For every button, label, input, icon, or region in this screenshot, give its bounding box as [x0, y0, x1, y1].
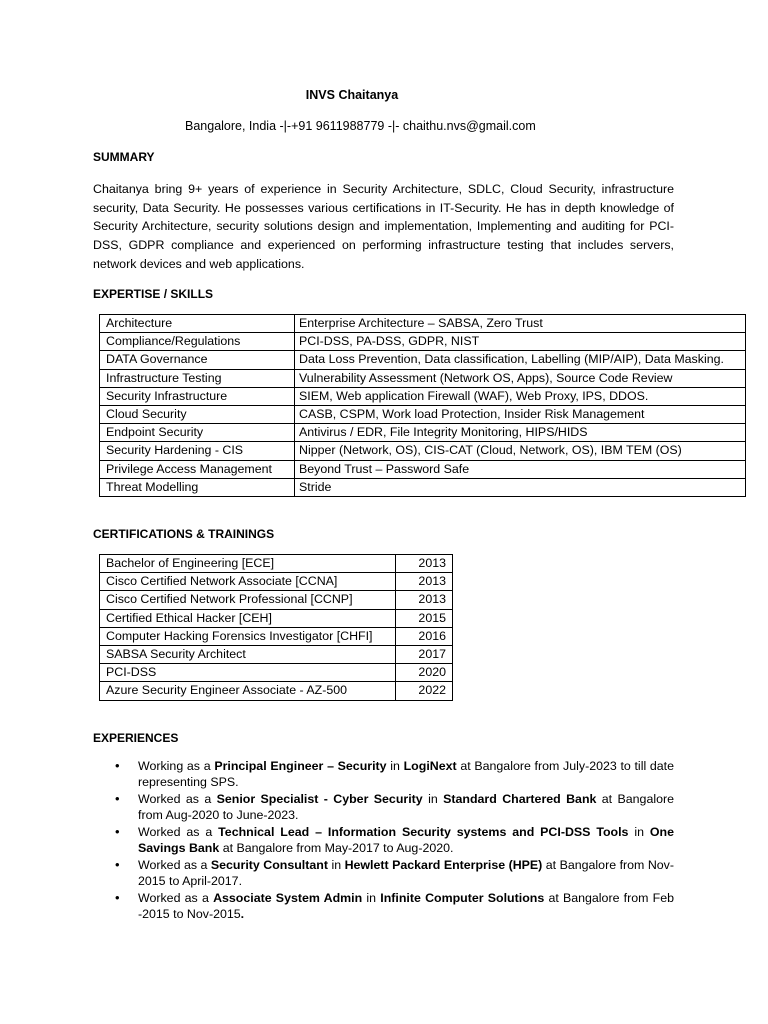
experience-item: [93, 791, 674, 824]
certification-row: [100, 645, 453, 663]
skills-row: [100, 333, 746, 351]
candidate-name: INVS Chaitanya: [305, 88, 399, 102]
experience-item: [93, 857, 674, 890]
certification-row: [100, 555, 453, 573]
skill-area: Endpoint Security: [100, 424, 295, 442]
skill-area: Cloud Security: [100, 405, 295, 423]
certification-row: [100, 573, 453, 591]
experience-item: [93, 758, 674, 791]
certification-year: 2020: [396, 664, 453, 682]
experience-role: Senior Specialist - Cyber Security: [216, 791, 423, 806]
experience-company: Hewlett Packard Enterprise (HPE): [344, 857, 543, 872]
skill-area: Compliance/Regulations: [100, 333, 295, 351]
certification-row: [100, 627, 453, 645]
certification-year: 2017: [396, 645, 453, 663]
experience-text: at Bangalore from Feb -2015 to Nov-2015: [138, 890, 675, 922]
skill-detail: CASB, CSPM, Work load Protection, Insider Risk Management: [295, 405, 746, 423]
certifications-heading: CERTIFICATIONS & TRAININGS: [93, 527, 275, 541]
skill-detail: Stride: [295, 478, 746, 496]
experience-text: in: [362, 890, 381, 905]
skill-detail: Data Loss Prevention, Data classification, Labelling (MIP/AIP), Data Masking.: [295, 351, 746, 369]
experience-item: [93, 824, 674, 857]
bullet-icon: •: [115, 758, 120, 773]
certification-name: Cisco Certified Network Associate [CCNA]: [100, 573, 396, 591]
skill-area: Privilege Access Management: [100, 460, 295, 478]
skills-row: [100, 369, 746, 387]
skill-detail: Enterprise Architecture – SABSA, Zero Trust: [295, 315, 746, 333]
experience-company: Standard Chartered Bank: [443, 791, 597, 806]
bullet-icon: •: [115, 823, 120, 839]
skill-detail: Antivirus / EDR, File Integrity Monitoring, HIPS/HIDS: [295, 424, 746, 442]
skills-row: [100, 405, 746, 423]
experience-list: [93, 758, 674, 923]
skills-heading: EXPERTISE / SKILLS: [93, 287, 214, 301]
experience-text: in: [327, 857, 345, 872]
certification-row: [100, 591, 453, 609]
certification-name: PCI-DSS: [100, 664, 396, 682]
bullet-icon: •: [115, 790, 120, 806]
experience-company: One Savings Bank: [138, 824, 675, 856]
certification-row: [100, 664, 453, 682]
certification-year: 2013: [396, 591, 453, 609]
certification-name: SABSA Security Architect: [100, 645, 396, 663]
experience-company: Infinite Computer Solutions: [380, 890, 545, 905]
bullet-icon: •: [115, 889, 120, 905]
skill-area: Threat Modelling: [100, 478, 295, 496]
experience-role: Technical Lead – Information Security systems and PCI-DSS Tools: [218, 824, 629, 839]
skill-detail: Vulnerability Assessment (Network OS, Apps), Source Code Review: [295, 369, 746, 387]
skill-area: Security Infrastructure: [100, 387, 295, 405]
certification-year: 2015: [396, 609, 453, 627]
certifications-table: [99, 554, 453, 701]
skills-row: [100, 442, 746, 460]
certification-row: [100, 682, 453, 700]
certification-name: Certified Ethical Hacker [CEH]: [100, 609, 396, 627]
skills-row: [100, 424, 746, 442]
skill-detail: Nipper (Network, OS), CIS-CAT (Cloud, Network, OS), IBM TEM (OS): [295, 442, 746, 460]
bullet-icon: •: [115, 856, 120, 872]
skills-row: [100, 460, 746, 478]
skill-area: DATA Governance: [100, 351, 295, 369]
skill-detail: SIEM, Web application Firewall (WAF), Web Proxy, IPS, DDOS.: [295, 387, 746, 405]
experiences-heading: EXPERIENCES: [93, 731, 179, 745]
contact-line: Bangalore, India -|-+91 9611988779 -|- chaithu.nvs@gmail.com: [185, 119, 536, 133]
certification-name: Cisco Certified Network Professional [CCNP]: [100, 591, 396, 609]
skill-area: Architecture: [100, 315, 295, 333]
experience-company: LogiNext: [403, 759, 457, 773]
experience-text: in: [628, 824, 650, 839]
skills-row: [100, 478, 746, 496]
experience-text: Worked as a: [138, 890, 214, 905]
certification-year: 2013: [396, 555, 453, 573]
certification-name: Bachelor of Engineering [ECE]: [100, 555, 396, 573]
skill-detail: PCI-DSS, PA-DSS, GDPR, NIST: [295, 333, 746, 351]
skills-table: [99, 314, 746, 497]
experience-text: in: [422, 791, 444, 806]
skill-area: Infrastructure Testing: [100, 369, 295, 387]
certification-name: Azure Security Engineer Associate - AZ-500: [100, 682, 396, 700]
experience-item: [93, 890, 674, 923]
certification-year: 2016: [396, 627, 453, 645]
experience-text: at Bangalore from Nov-2015 to April-2017.: [138, 857, 674, 889]
skill-detail: Beyond Trust – Password Safe: [295, 460, 746, 478]
experience-role: Security Consultant: [210, 857, 328, 872]
skills-row: [100, 315, 746, 333]
experience-text: at Bangalore from July-2023 to till date representing SPS.: [138, 759, 675, 790]
summary-text: Chaitanya bring 9+ years of experience in Security Architecture, SDLC, Cloud Security, infrastructure security, Data Security. He possesses various certifications in IT-Security. He has in depth knowledge of Security Architecture, security solutions design and implementation, Implementing and auditing for PCI-DSS, GDPR compliance and experienced on performing infrastructure testing that includes servers, network devices and web applications.: [93, 182, 674, 271]
experience-text: .: [240, 907, 245, 922]
experience-text: Worked as a: [138, 824, 219, 839]
skills-row: [100, 387, 746, 405]
experience-text: in: [386, 759, 404, 773]
experience-text: Working as a: [138, 759, 215, 773]
experience-text: Worked as a: [138, 857, 211, 872]
summary-heading: SUMMARY: [93, 150, 155, 164]
certification-year: 2022: [396, 682, 453, 700]
experience-role: Associate System Admin: [213, 890, 363, 905]
experience-text: at Bangalore from May-2017 to Aug-2020.: [219, 841, 454, 856]
experience-text: Worked as a: [138, 791, 217, 806]
skills-row: [100, 351, 746, 369]
certification-name: Computer Hacking Forensics Investigator [CHFI]: [100, 627, 396, 645]
experience-role: Principal Engineer – Security: [214, 759, 387, 773]
skill-area: Security Hardening - CIS: [100, 442, 295, 460]
certification-row: [100, 609, 453, 627]
experience-text: at Bangalore from Aug-2020 to June-2023.: [138, 791, 674, 823]
certification-year: 2013: [396, 573, 453, 591]
